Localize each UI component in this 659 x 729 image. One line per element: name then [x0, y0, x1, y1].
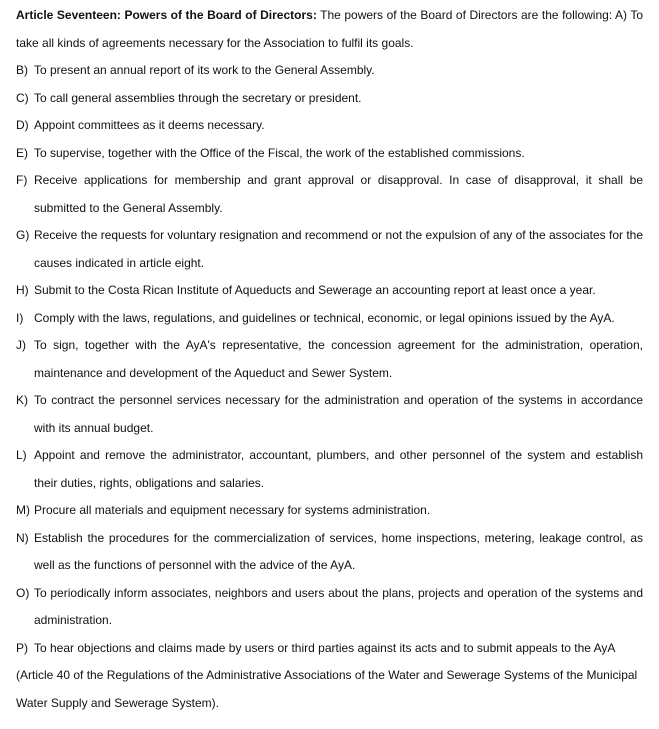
item-text: Establish the procedures for the commercialization of services, home inspections, metering, leakage control, as well as the functions of personnel with the advice of the AyA. [34, 530, 643, 572]
item-letter: B) [16, 63, 28, 77]
item-text: Appoint committees as it deems necessary. [34, 118, 265, 132]
item-text: Procure all materials and equipment necessary for systems administration. [34, 503, 431, 517]
item-text: Comply with the laws, regulations, and guidelines or technical, economic, or legal opinions issued by the AyA. [34, 310, 615, 325]
article-heading: Article Seventeen: Powers of the Board of Directors: [16, 8, 317, 22]
article-intro-paragraph [16, 2, 643, 57]
item-letter: K) [16, 393, 28, 407]
item-text: To call general assemblies through the secretary or president. [34, 90, 362, 105]
power-item-i [16, 305, 643, 333]
item-letter: D) [16, 118, 29, 132]
item-text: Appoint and remove the administrator, accountant, plumbers, and other personnel of the system and establish their duties, rights, obligations and salaries. [34, 448, 643, 490]
power-item-e [16, 140, 643, 168]
power-item-m [16, 497, 643, 525]
item-text: To contract the personnel services necessary for the administration and operation of the systems in accordance with its annual budget. [34, 393, 643, 435]
item-letter: E) [16, 145, 28, 160]
item-letter: G) [16, 228, 30, 242]
item-letter: O) [16, 585, 30, 600]
power-item-p [16, 635, 643, 663]
item-text: To hear objections and claims made by users or third parties against its acts and to submit appeals to the AyA [34, 640, 616, 655]
item-text: Submit to the Costa Rican Institute of Aqueducts and Sewerage an accounting report at least once a year. [34, 283, 596, 297]
item-text: To periodically inform associates, neighbors and users about the plans, projects and operation of the systems and administration. [34, 585, 643, 627]
power-item-h [16, 277, 643, 305]
item-text: Receive the requests for voluntary resignation and recommend or not the expulsion of any of the associates for the causes indicated in article eight. [34, 228, 644, 270]
item-letter: P) [16, 640, 28, 655]
power-item-g [16, 222, 643, 277]
item-letter: L) [16, 448, 27, 462]
item-letter: I) [16, 310, 24, 325]
power-item-o [16, 580, 643, 635]
power-item-k [16, 387, 643, 442]
item-text: To present an annual report of its work to the General Assembly. [34, 63, 375, 77]
item-letter: J) [16, 338, 26, 352]
item-letter: H) [16, 283, 29, 297]
item-letter: N) [16, 530, 29, 545]
power-item-b [16, 57, 643, 85]
power-item-n [16, 525, 643, 580]
power-item-c [16, 85, 643, 113]
item-letter: F) [16, 173, 28, 187]
item-text: To sign, together with the AyA's representative, the concession agreement for the administration, operation, maintenance and development of the Aqueduct and Sewer System. [34, 338, 643, 380]
item-text: To supervise, together with the Office of the Fiscal, the work of the established commissions. [34, 145, 525, 160]
power-item-l [16, 442, 643, 497]
item-letter: C) [16, 90, 29, 105]
power-item-d [16, 112, 643, 140]
item-text: Receive applications for membership and grant approval or disapproval. In case of disapproval, it shall be submitted to the General Assembly. [34, 173, 643, 215]
power-item-j [16, 332, 643, 387]
item-letter: M) [16, 503, 30, 517]
article-intro-text: The powers of the Board of Directors are the following: A) To take all kinds of agreements necessary for the Association to fulfil its goals. [16, 8, 643, 50]
power-item-f [16, 167, 643, 222]
closing-reference: (Article 40 of the Regulations of the Administrative Associations of the Water and Sewerage Systems of the Municipal Water Supply and Sewerage System). [16, 668, 638, 710]
